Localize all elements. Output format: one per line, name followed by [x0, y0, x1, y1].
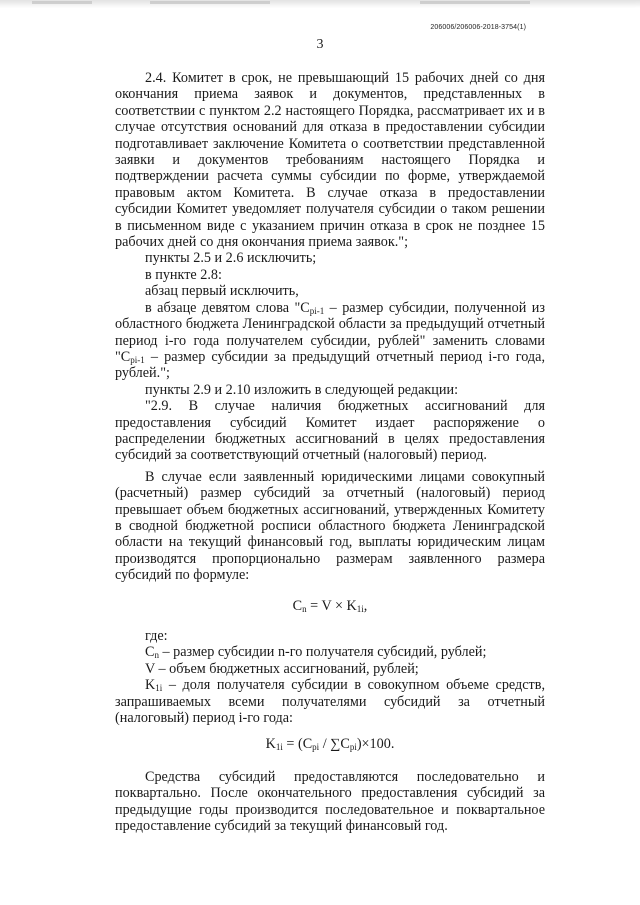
paragraph-points-2-9-2-10: пункты 2.9 и 2.10 изложить в следующей редакции: [145, 381, 459, 398]
formula-cn: $C_n = V \times K_{1i}$, [292, 597, 368, 614]
formula-k1i: $K_{1i} = (C_{pi} / \sum C_{pi})\times 100$. [265, 736, 395, 753]
paragraph-in-point-2-8: в пункте 2.8: [145, 266, 222, 283]
paragraph-ninth-abzac: в абзаце девятом слова "$C_{pi-1}$ – размер субсидии, полученной из областного бюджета Ленинградской области за предыдущий отчетный период i-го года получателем субсидии, рублей" заменить словами "$C_{pi-1}$ – размер субсидии за предыдущий отчетный период i-го года, рублей."; [115, 299, 545, 382]
definition-v: V – объем бюджетных ассигнований, рублей; [145, 660, 419, 677]
paragraph-sequential-quarterly: Средства субсидий предоставляются последовательно и поквартально. После окончательного предоставления субсидий за предыдущие годы производится последовательное и поквартальное предоставление субсидий за текущий финансовый год. [115, 768, 545, 835]
scan-edge-artifact [0, 0, 640, 8]
document-body [115, 70, 545, 834]
document-id: 206006/206006-2018-3754(1) [430, 24, 526, 31]
page-number: 3 [316, 37, 324, 52]
paragraph-where: где: [145, 628, 168, 644]
paragraph-proportional-payment: В случае если заявленный юридическими лицами совокупный (расчетный) размер субсидий за отчетный (налоговый) период превышает объем бюджетных ассигнований, утвержденных Комитету в сводной бюджетной росписи областного бюджета Ленинградской области на текущий финансовый год, выплаты юридическим лицам производятся пропорционально размерам заявленного размера субсидий по формуле: [115, 468, 545, 584]
paragraph-first-abzac: абзац первый исключить, [145, 283, 299, 300]
paragraph-2-9: "2.9. В случае наличия бюджетных ассигнований для предоставления субсидий Комитет издает распоряжение о распределении бюджетных ассигнований в целях предоставления субсидий за соответствующий отчетный (налоговый) период. [115, 398, 545, 464]
paragraph-exclude-2-5-2-6: пункты 2.5 и 2.6 исключить; [145, 250, 317, 267]
definition-cn: $C_n$ – размер субсидии n-го получателя субсидий, рублей; [145, 644, 487, 661]
definition-k1i: $K_{1i}$ – доля получателя субсидии в совокупном объеме средств, запрашиваемых всеми получателями субсидий за отчетный (налоговый) период i-го года: [115, 677, 545, 727]
paragraph-2-4: 2.4. Комитет в срок, не превышающий 15 рабочих дней со дня окончания приема заявок и документов, представленных в соответствии с пунктом 2.2 настоящего Порядка, рассматривает их и в случае отсутствия оснований для отказа в предоставлении субсидии подготавливает заключение Комитета о соответствии представленной заявки и документов требованиям настоящего Порядка и подтверждении расчета суммы субсидии по форме, утверждаемой правовым актом Комитета. В случае отказа в предоставлении субсидии Комитет уведомляет получателя субсидии о таком решении в письменном виде с указанием причин отказа в срок не позднее 15 рабочих дней со дня окончания приема заявок."; [115, 70, 545, 251]
